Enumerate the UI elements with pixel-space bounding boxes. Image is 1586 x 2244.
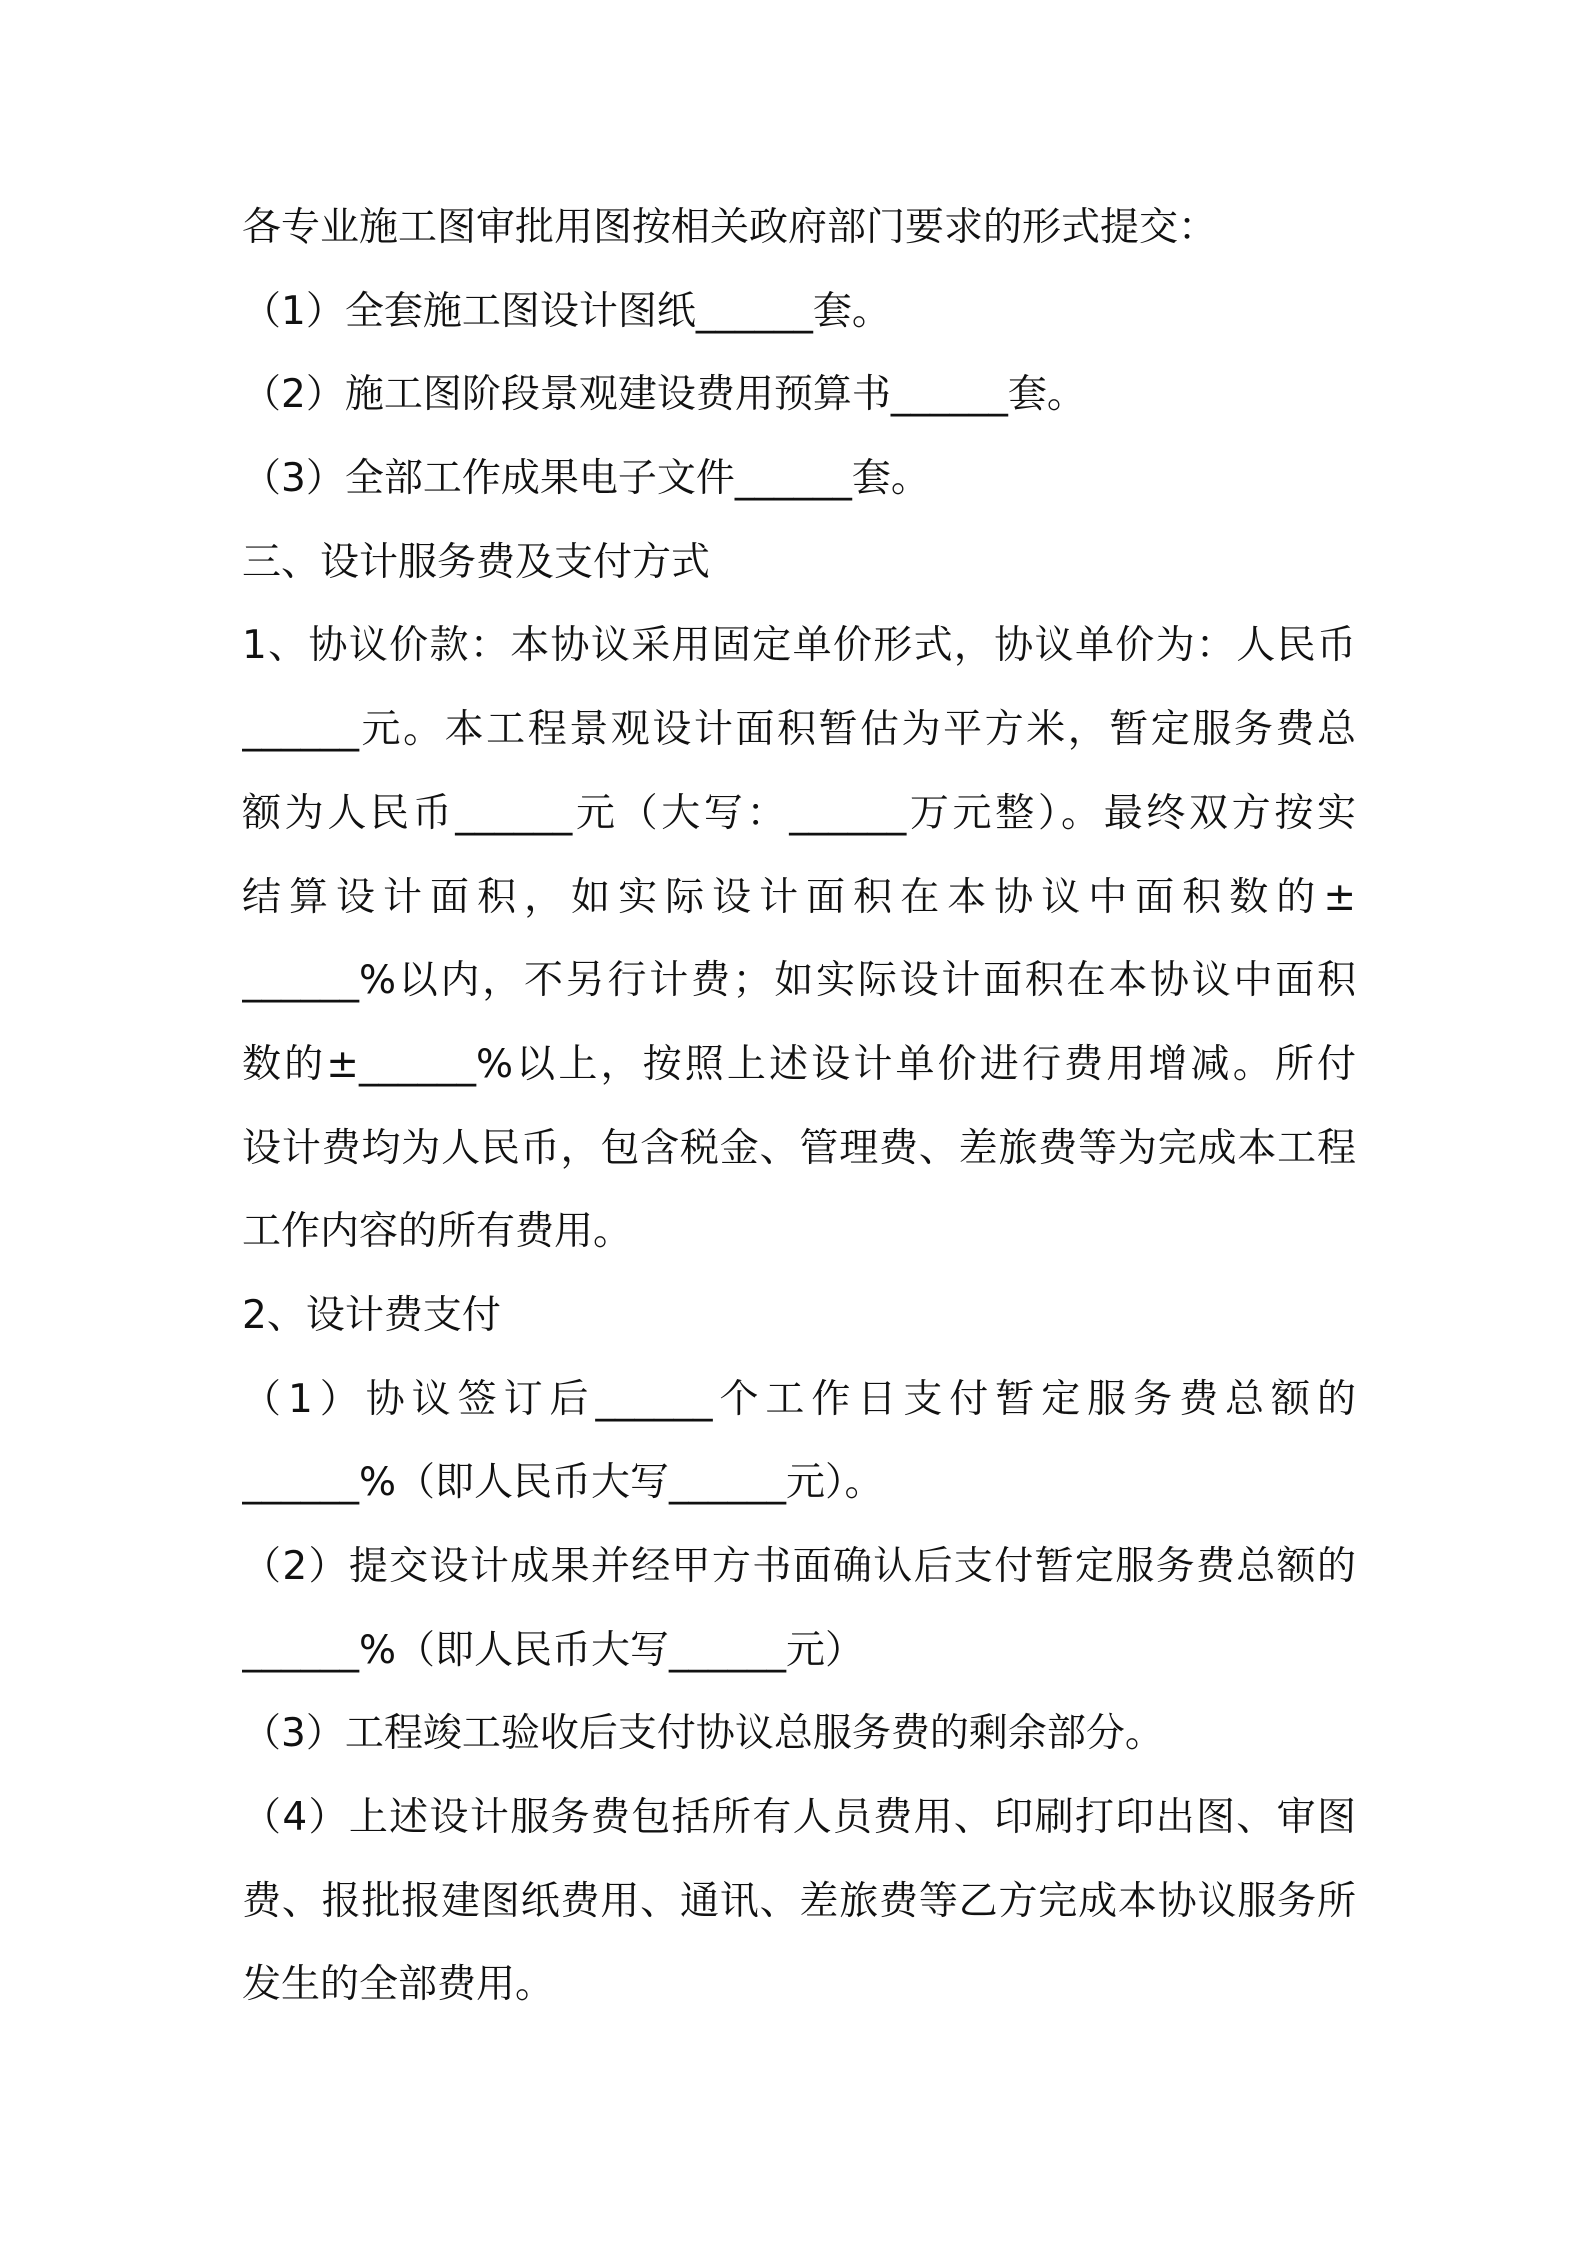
paragraph-line: ______元。本工程景观设计面积暂估为平方米，暂定服务费总: [242, 707, 1356, 753]
paragraph-line: ______%以内，不另行计费；如实际设计面积在本协议中面积: [242, 958, 1356, 1004]
list-item: [242, 1692, 1356, 1776]
list-item: [242, 1358, 1356, 1525]
list-item: [242, 1776, 1356, 2027]
list-item: [242, 270, 1356, 354]
paragraph-line: 各专业施工图审批用图按相关政府部门要求的形式提交：: [242, 205, 1218, 250]
list-item-line: 费、报批报建图纸费用、通讯、差旅费等乙方完成本协议服务所: [242, 1878, 1356, 1924]
paragraph-line: 设计费均为人民币，包含税金、管理费、差旅费等为完成本工程: [242, 1125, 1356, 1171]
list-item-line: （1）全套施工图设计图纸______套。: [242, 288, 891, 334]
list-item-line: ______%（即人民币大写______元）: [242, 1627, 865, 1673]
price-clause-paragraph: [242, 604, 1356, 1274]
list-item-line: （4）上述设计服务费包括所有人员费用、印刷打印出图、审图: [242, 1795, 1356, 1841]
list-item-line: （3）全部工作成果电子文件______套。: [242, 456, 930, 502]
subsection-heading: [242, 1274, 1356, 1358]
paragraph-line: 结算设计面积，如实际设计面积在本协议中面积数的±: [242, 874, 1356, 920]
intro-paragraph: [242, 186, 1356, 270]
subsection-heading-line: 2、设计费支付: [242, 1292, 501, 1338]
paragraph-line: 工作内容的所有费用。: [242, 1209, 633, 1255]
section-heading: [242, 521, 1356, 605]
list-item: [242, 437, 1356, 521]
paragraph-line: 数的±______%以上，按照上述设计单价进行费用增减。所付: [242, 1041, 1356, 1087]
list-item: [242, 1525, 1356, 1692]
list-item-line: （2）提交设计成果并经甲方书面确认后支付暂定服务费总额的: [242, 1544, 1356, 1589]
section-heading-line: 三、设计服务费及支付方式: [242, 539, 711, 585]
list-item-line: 发生的全部费用。: [242, 1962, 555, 2008]
list-item-line: （1）协议签订后______个工作日支付暂定服务费总额的: [242, 1376, 1356, 1422]
list-item-line: （3）工程竣工验收后支付协议总服务费的剩余部分。: [242, 1711, 1164, 1757]
list-item-line: （2）施工图阶段景观建设费用预算书______套。: [242, 372, 1086, 418]
list-item: [242, 353, 1356, 437]
list-item-line: ______%（即人民币大写______元）。: [242, 1460, 884, 1506]
paragraph-line: 额为人民币______元（大写：______万元整）。最终双方按实: [242, 790, 1356, 836]
document-body: [242, 186, 1356, 2027]
paragraph-line: 1、协议价款：本协议采用固定单价形式，协议单价为：人民币: [242, 623, 1356, 669]
